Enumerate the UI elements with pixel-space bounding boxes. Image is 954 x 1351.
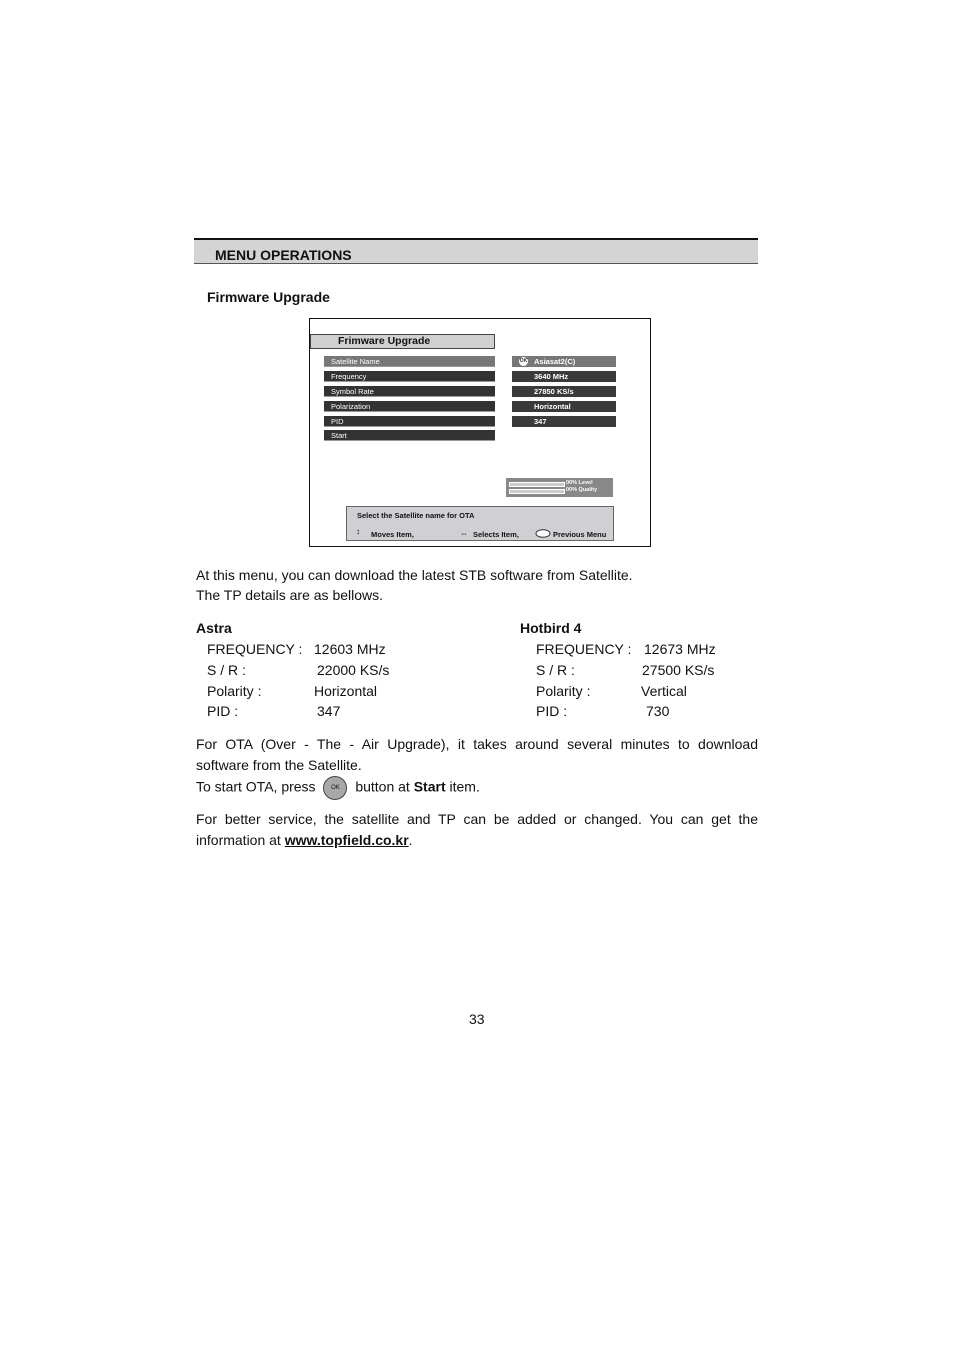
firmware-upgrade-screenshot [309, 318, 651, 547]
tp-hotbird-name: Hotbird 4 [520, 620, 582, 636]
menu-item-polarization: Polarization [324, 401, 495, 412]
tp-astra-pol: Horizontal [314, 683, 378, 699]
level-label: 00% Level [566, 480, 593, 486]
tp-hotbird-freq-label: FREQUENCY : [536, 641, 632, 657]
value-frequency: 3640 MHz [512, 371, 616, 382]
ota-start-mid: button at [355, 778, 410, 795]
service-line-2 [196, 830, 413, 851]
tp-astra-sr: 22000 KS/s [317, 662, 390, 678]
ota-start-pre: To start OTA, press [196, 778, 316, 795]
ota-start-post: item. [449, 778, 480, 795]
menu-item-start: Start [324, 430, 495, 441]
up-down-arrow-icon: ↕ [356, 527, 360, 536]
intro-line-1: At this menu, you can download the latest STB software from Satellite. [196, 567, 633, 583]
value-symbol-rate: 27850 KS/s [512, 386, 616, 397]
service-line-1: For better service, the satellite and TP can be added or changed. You can get the [196, 811, 758, 827]
quality-bar [509, 489, 565, 494]
service-post: . [408, 832, 413, 848]
tp-astra-name: Astra [196, 620, 232, 636]
help-title: Select the Satellite name for OTA [357, 511, 475, 520]
tp-astra-sr-label: S / R : [207, 662, 246, 678]
quality-label: 00% Quality [566, 487, 598, 493]
page-number: 33 [469, 1011, 485, 1027]
help-previous: Previous Menu [553, 530, 607, 539]
help-move: Moves Item, [371, 530, 414, 539]
tp-astra-pid: 347 [317, 703, 341, 719]
topfield-website-link[interactable]: www.topfield.co.kr [284, 832, 409, 848]
ota-start-bold: Start [413, 778, 446, 795]
signal-meter [506, 478, 613, 497]
menu-item-frequency: Frequency [324, 371, 495, 382]
value-pid: 347 [512, 416, 616, 427]
exit-button-icon [535, 529, 551, 538]
tp-hotbird-sr: 27500 KS/s [642, 662, 715, 678]
ok-button-icon: OK [323, 776, 347, 800]
ok-badge-icon: OK [519, 358, 528, 364]
help-box [346, 506, 614, 541]
value-polarization: Horizontal [512, 401, 616, 412]
tp-hotbird-pol: Vertical [641, 683, 687, 699]
tp-hotbird-sr-label: S / R : [536, 662, 575, 678]
level-bar [509, 482, 565, 487]
service-pre: information at [196, 832, 281, 848]
tp-astra-freq: 12603 MHz [314, 641, 386, 657]
menu-item-symbol-rate: Symbol Rate [324, 386, 495, 397]
left-right-arrow-icon: ⇔ [460, 529, 468, 538]
intro-line-2: The TP details are as bellows. [196, 587, 384, 603]
menu-item-satellite-name: Satellite Name [324, 356, 495, 367]
section-title: MENU OPERATIONS [215, 247, 352, 263]
ota-line-1: For OTA (Over - The - Air Upgrade), it takes around several minutes to download [196, 736, 758, 752]
page-subtitle: Firmware Upgrade [207, 289, 330, 305]
tp-hotbird-freq: 12673 MHz [644, 641, 716, 657]
tp-hotbird-pol-label: Polarity : [536, 683, 591, 699]
help-select: Selects Item, [473, 530, 519, 539]
screen-title: Frimware Upgrade [310, 334, 495, 349]
section-header-bar [194, 238, 758, 264]
tp-astra-pid-label: PID : [207, 703, 239, 719]
ota-start-line [196, 776, 480, 800]
tp-astra-pol-label: Polarity : [207, 683, 262, 699]
tp-hotbird-pid-label: PID : [536, 703, 568, 719]
ota-line-2: software from the Satellite. [196, 757, 362, 773]
tp-astra-freq-label: FREQUENCY : [207, 641, 303, 657]
tp-hotbird-pid: 730 [646, 703, 670, 719]
menu-item-pid: PID [324, 416, 495, 427]
value-satellite-name [512, 356, 616, 367]
value-text: Asiasat2(C) [534, 357, 576, 366]
